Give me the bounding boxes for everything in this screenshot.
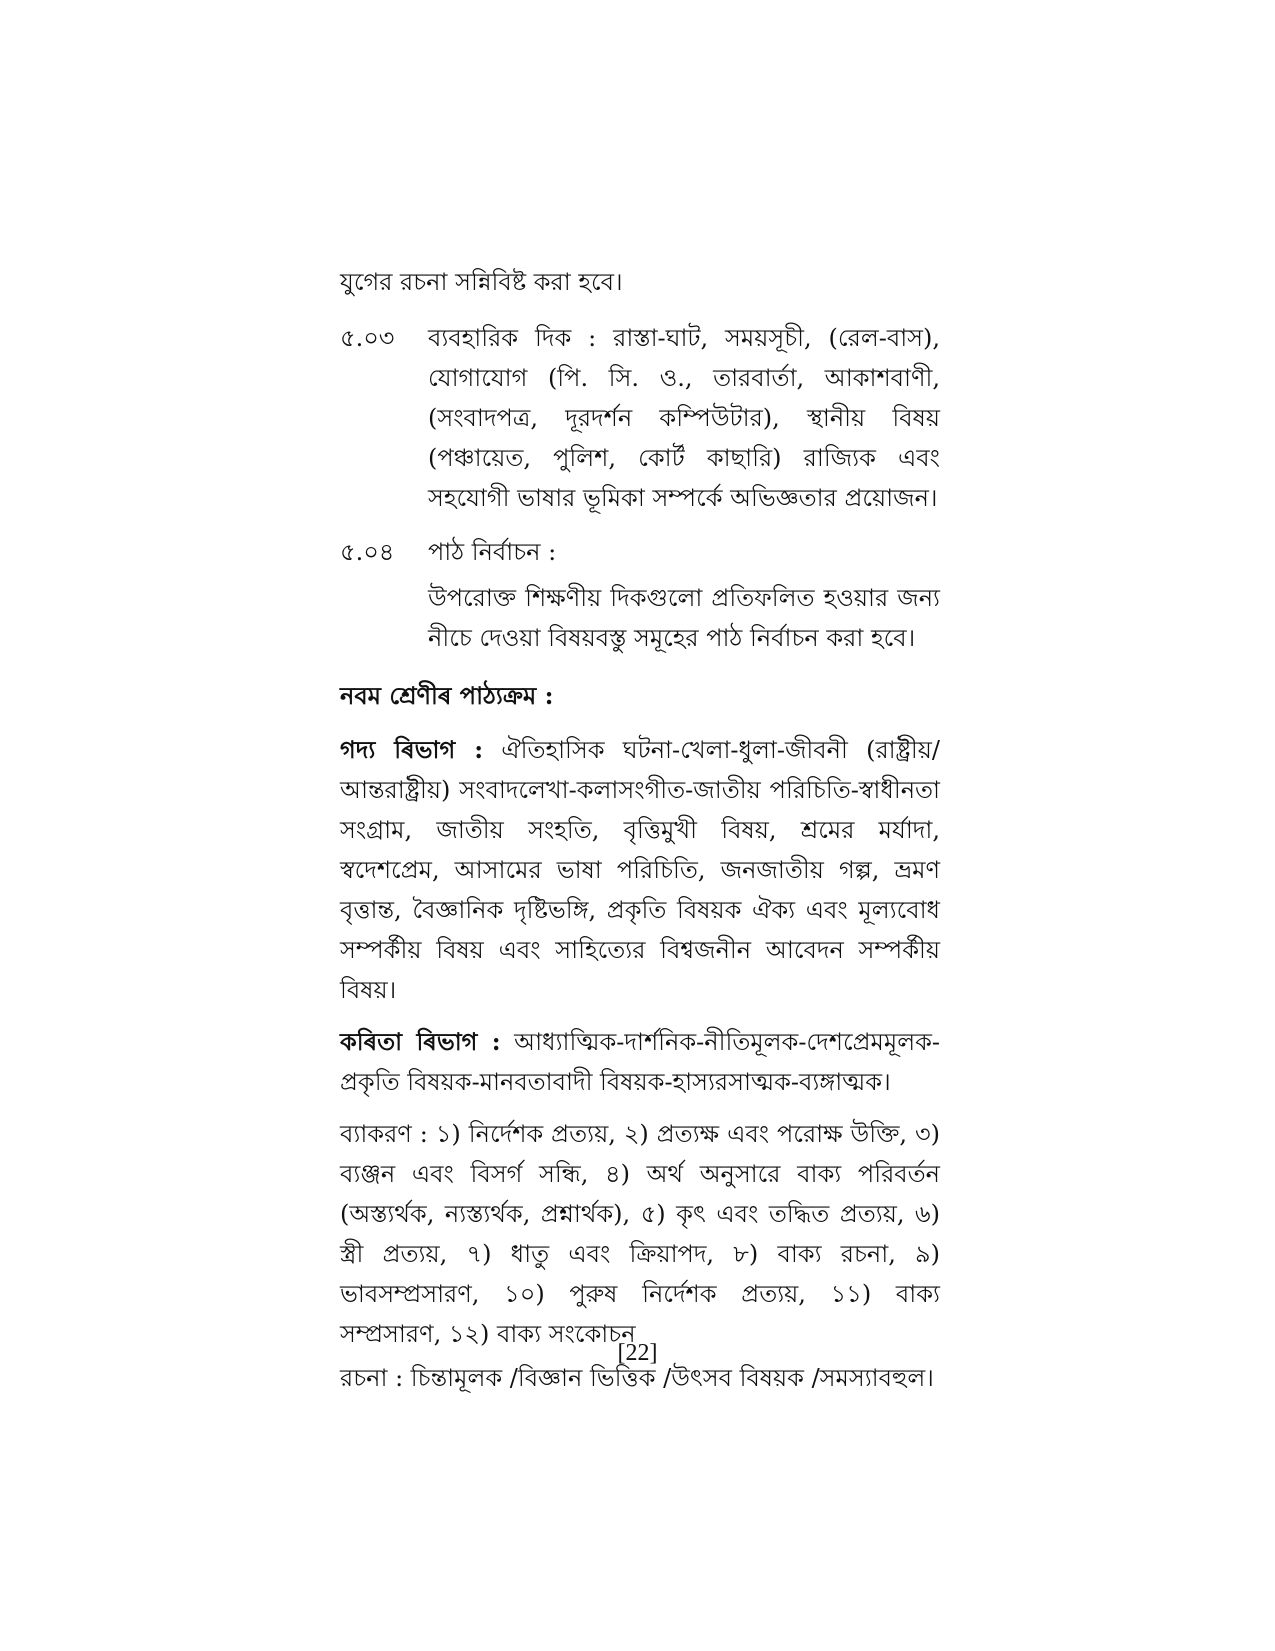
item-504 (340, 532, 940, 572)
item-503-text: ব্যবহারিক দিক : রাস্তা-ঘাট, সময়সূচী, (রেল-বাস), যোগাযোগ (পি. সি. ও., তারবার্তা, আকাশবাণী, (সংবাদপত্র, দূরদর্শন কম্পিউটার), স্থানীয় বিষয় (পঞ্চায়েত, পুলিশ, কোর্ট কাছারি) রাজ্যিক এবং সহযোগী ভাষার ভূমিকা সম্পর্কে অভিজ্ঞতার প্রয়োজন। (428, 324, 940, 512)
syllabus-heading: নবম শ্রেণীৰ পাঠ্যক্রম : (340, 681, 554, 710)
item-504-number: ৫.০৪ (340, 538, 395, 566)
intro-line: যুগের রচনা সন্নিবিষ্ট করা হবে। (340, 268, 623, 296)
prose-text: ঐতিহাসিক ঘটনা-খেলা-ধুলা-জীবনী (রাষ্ট্রীয়/আন্তরাষ্ট্রীয়) সংবাদলেখা-কলাসংগীত-জাতীয় পরিচিতি-স্বাধীনতা সংগ্রাম, জাতীয় সংহতি, বৃত্তিমুখী বিষয়, শ্রমের মর্যাদা, স্বদেশপ্রেম, আসামের ভাষা পরিচিতি, জনজাতীয় গল্প, ভ্রমণ বৃত্তান্ত, বৈজ্ঞানিক দৃষ্টিভঙ্গি, প্রকৃতি বিষয়ক ঐক্য এবং মূল্যবোধ সম্পর্কীয় বিষয় এবং সাহিত্যের বিশ্বজনীন আবেদন সম্পর্কীয় বিষয়। (340, 736, 940, 1004)
grammar-section (340, 1114, 940, 1354)
poetry-text: আধ্যাত্মিক-দার্শনিক-নীতিমূলক-দেশপ্রেমমূলক-প্রকৃতি বিষয়ক-মানবতাবাদী বিষয়ক-হাস্যরসাত্মক-ব্যঙ্গাত্মক। (340, 1028, 940, 1096)
item-503-number: ৫.০৩ (340, 324, 395, 352)
composition-text: চিন্তামূলক /বিজ্ঞান ভিত্তিক /উৎসব বিষয়ক /সমস্যাবহুল। (410, 1364, 934, 1392)
page-number: [22] (617, 1340, 658, 1366)
composition-label: রচনা : (340, 1364, 404, 1392)
prose-label: গদ্য ৰিভাগ : (340, 735, 484, 764)
poetry-section (340, 1022, 940, 1102)
grammar-label: ব্যাকরণ : (340, 1120, 428, 1148)
item-504-text: উপরোক্ত শিক্ষণীয় দিকগুলো প্রতিফলিত হওয়ার জন্য নীচে দেওয়া বিষয়বস্তু সমূহের পাঠ নির্বাচন করা হবে। (428, 584, 940, 652)
grammar-text: ১) নির্দেশক প্রত্যয়, ২) প্রত্যক্ষ এবং পরোক্ষ উক্তি, ৩) ব্যঞ্জন এবং বিসর্গ সন্ধি, ৪) অর্থ অনুসারে বাক্য পরিবর্তন (অস্ত্যর্থক, ন্যস্ত্যর্থক, প্রশ্নার্থক), ৫) কৃৎ এবং তদ্ধিত প্রত্যয়, ৬) স্ত্রী প্রত্যয়, ৭) ধাতু এবং ক্রিয়াপদ, ৮) বাক্য রচনা, ৯) ভাবসম্প্রসারণ, ১০) পুরুষ নির্দেশক প্রত্যয়, ১১) বাক্য সম্প্রসারণ, ১২) বাক্য সংকোচন (340, 1120, 940, 1348)
item-504-title: পাঠ নির্বাচন : (428, 538, 557, 566)
prose-section (340, 730, 940, 1010)
poetry-label: কৰিতা ৰিভাগ : (340, 1027, 501, 1056)
item-503 (340, 318, 940, 518)
page-content (340, 262, 940, 1398)
